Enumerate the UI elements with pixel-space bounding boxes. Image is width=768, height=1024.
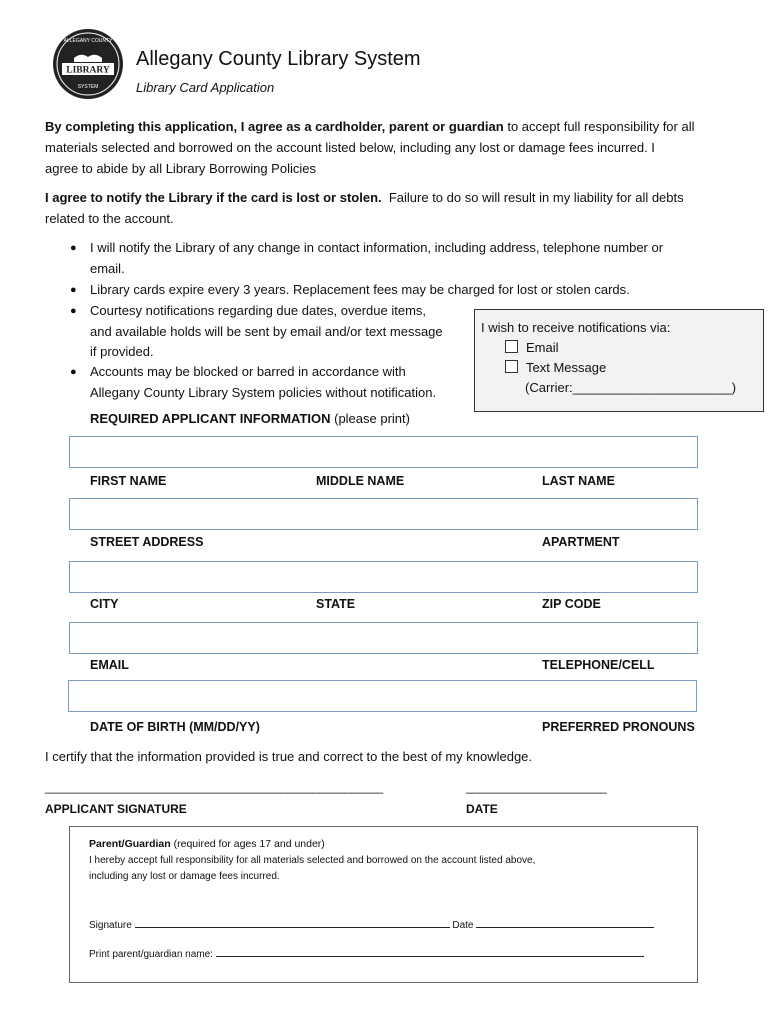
logo-library-text: LIBRARY: [66, 65, 110, 76]
applicant-signature-label: APPLICANT SIGNATURE: [45, 802, 187, 816]
list-item: Accounts may be blocked or barred in accordance with Allegany County Library System policies without notification.: [90, 364, 437, 400]
library-logo: [52, 28, 124, 100]
bullet-dot: ●: [70, 242, 77, 254]
agreement-bold: By completing this application, I agree as a cardholder, parent or guardian: [45, 119, 504, 134]
logo-top-text: ALLEGANY COUNTY: [63, 38, 113, 44]
first-name-label: FIRST NAME: [90, 474, 167, 488]
address-input-row[interactable]: [69, 498, 698, 530]
required-info-title: REQUIRED APPLICANT INFORMATION: [90, 411, 331, 426]
bullet-dot: ●: [70, 366, 77, 378]
guardian-text-1: I hereby accept full responsibility for all materials selected and borrowed on the account listed above,: [89, 855, 536, 866]
contact-input-row[interactable]: [69, 622, 698, 654]
notification-heading: I wish to receive notifications via:: [481, 320, 671, 335]
bullet-dot: ●: [70, 284, 77, 296]
bullet-dot: ●: [70, 305, 77, 317]
dob-input-row[interactable]: [68, 680, 697, 712]
guardian-heading-note: (required for ages 17 and under): [170, 838, 325, 850]
street-address-label: STREET ADDRESS: [90, 535, 204, 549]
state-label: STATE: [316, 597, 356, 611]
city-label: CITY: [90, 597, 119, 611]
city-input-row[interactable]: [69, 561, 698, 593]
guardian-signature-label: Signature: [89, 920, 132, 931]
notification-preferences: [474, 309, 764, 412]
guardian-print-name-row: [89, 946, 679, 960]
required-info-note: (please print): [330, 411, 410, 426]
applicant-signature-line[interactable]: _____________________________________________________: [45, 780, 383, 794]
phone-label: TELEPHONE/CELL: [542, 658, 655, 672]
email-option-label: Email: [526, 340, 559, 355]
pronouns-label: PREFERRED PRONOUNS: [542, 720, 695, 734]
notify-text-1: Failure to do so will result in my liability for all debts: [381, 190, 684, 205]
agreement-text-3: agree to abide by all Library Borrowing Policies: [45, 161, 316, 176]
text-option[interactable]: [505, 360, 606, 375]
guardian-date-line[interactable]: [476, 917, 654, 928]
guardian-heading: [89, 838, 325, 850]
text-option-label: Text Message: [526, 360, 607, 375]
guardian-text-2: including any lost or damage fees incurred.: [89, 871, 280, 882]
guardian-print-name-label: Print parent/guardian name:: [89, 949, 213, 960]
guardian-heading-bold: Parent/Guardian: [89, 838, 171, 850]
apartment-label: APARTMENT: [542, 535, 620, 549]
guardian-signature-line[interactable]: [135, 917, 450, 928]
zip-label: ZIP CODE: [542, 597, 601, 611]
date-line[interactable]: ______________________: [466, 780, 607, 794]
email-option[interactable]: [505, 340, 559, 355]
page-subtitle: Library Card Application: [136, 80, 275, 95]
notify-text-2: related to the account.: [45, 211, 174, 226]
text-message-checkbox[interactable]: [505, 360, 518, 373]
guardian-print-name-line[interactable]: [216, 946, 644, 957]
certification-statement: I certify that the information provided is true and correct to the best of my knowledge.: [45, 749, 533, 764]
dob-label: DATE OF BIRTH (MM/DD/YY): [90, 720, 260, 734]
carrier-field[interactable]: (Carrier:______________________): [525, 380, 737, 395]
agreement-text-1: to accept full responsibility for all: [503, 119, 695, 134]
agreement-paragraph: [45, 116, 725, 179]
required-info-heading: [90, 411, 410, 426]
middle-name-label: MIDDLE NAME: [316, 474, 405, 488]
email-label: EMAIL: [90, 658, 129, 672]
last-name-label: LAST NAME: [542, 474, 615, 488]
list-item: Library cards expire every 3 years. Replacement fees may be charged for lost or stolen cards.: [90, 282, 630, 297]
notify-paragraph: [45, 187, 725, 229]
name-input-row[interactable]: [69, 436, 698, 468]
logo-bottom-text: SYSTEM: [77, 84, 99, 90]
notify-bold: I agree to notify the Library if the card is lost or stolen.: [45, 190, 382, 205]
page-title: Allegany County Library System: [136, 48, 421, 70]
email-checkbox[interactable]: [505, 340, 518, 353]
agreement-text-2: materials selected and borrowed on the account listed below, including any lost or damage fees incurred. I: [45, 140, 655, 155]
guardian-date-label: Date: [452, 920, 474, 931]
list-item: Courtesy notifications regarding due dates, overdue items, and available holds will be sent by email and/or text message if provided.: [90, 303, 443, 359]
list-item: I will notify the Library of any change in contact information, including address, telephone number or email.: [90, 240, 664, 276]
date-label: DATE: [466, 802, 498, 816]
guardian-section: [69, 826, 698, 983]
guardian-signature-row: [89, 917, 669, 931]
